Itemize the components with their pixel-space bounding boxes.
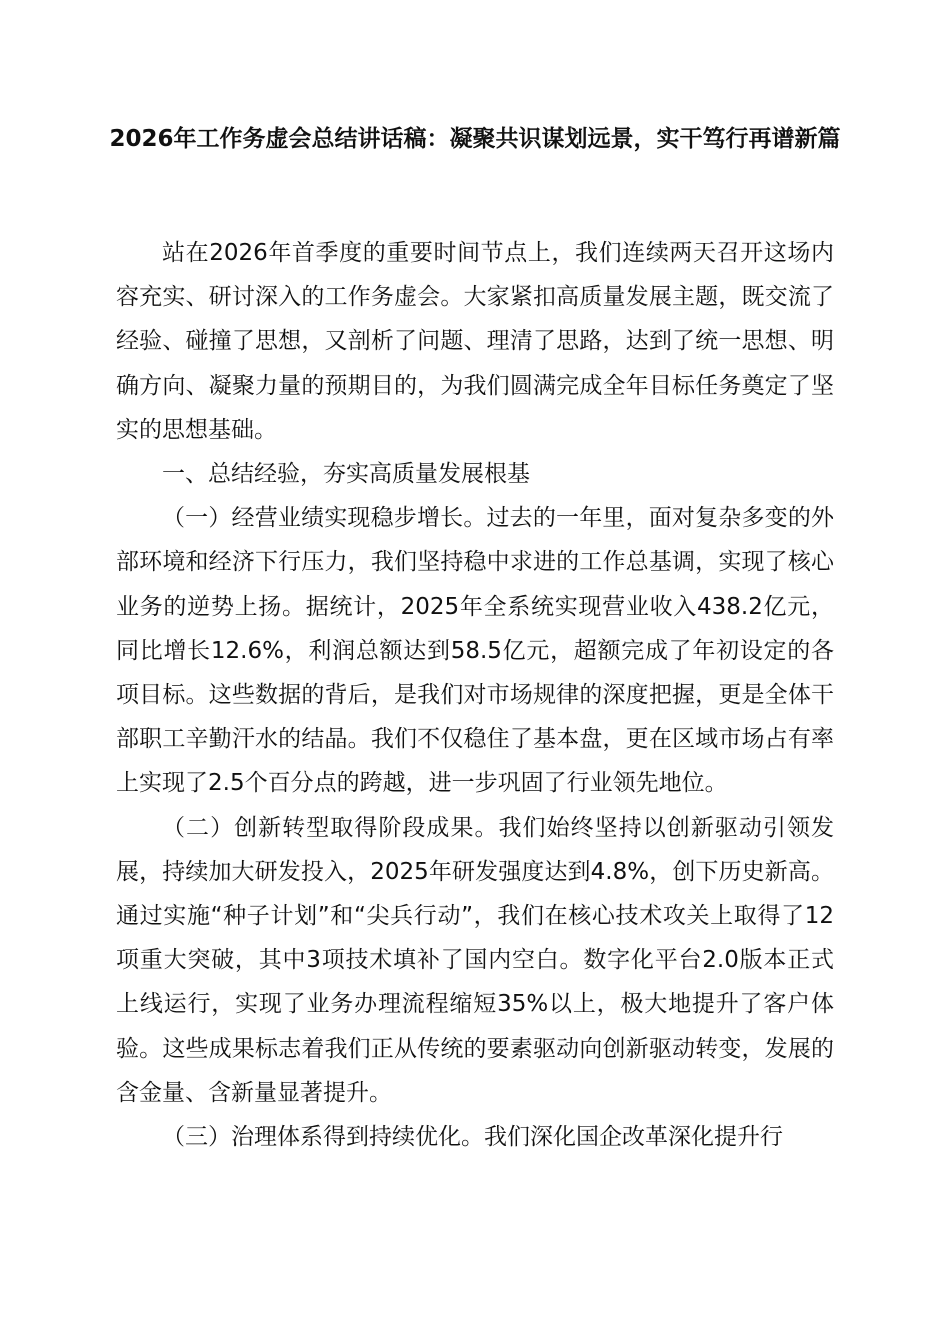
document-title: 2026年工作务虚会总结讲话稿：凝聚共识谋划远景，实干笃行再谱新篇: [109, 126, 841, 152]
document-body: [116, 231, 834, 1159]
paragraph-business-performance: （一）经营业绩实现稳步增长。过去的一年里，面对复杂多变的外部环境和经济下行压力，我们坚持稳中求进的工作总基调，实现了核心业务的逆势上扬。据统计，2025年全系统实现营业收入438.2亿元，同比增长12.6%，利润总额达到58.5亿元，超额完成了年初设定的各项目标。这些数据的背后，是我们对市场规律的深度把握，更是全体干部职工辛勤汗水的结晶。我们不仅稳住了基本盘，更在区域市场占有率上实现了2.5个百分点的跨越，进一步巩固了行业领先地位。: [116, 505, 834, 797]
section-heading-1: 一、总结经验，夯实高质量发展根基: [162, 461, 530, 488]
paragraph-governance: （三）治理体系得到持续优化。我们深化国企改革深化提升行: [162, 1124, 783, 1151]
paragraph-intro: 站在2026年首季度的重要时间节点上，我们连续两天召开这场内容充实、研讨深入的工作务虚会。大家紧扣高质量发展主题，既交流了经验、碰撞了思想，又剖析了问题、理清了思路，达到了统一思想、明确方向、凝聚力量的预期目的，为我们圆满完成全年目标任务奠定了坚实的思想基础。: [116, 240, 834, 443]
paragraph-innovation: （二）创新转型取得阶段成果。我们始终坚持以创新驱动引领发展，持续加大研发投入，2025年研发强度达到4.8%，创下历史新高。通过实施“种子计划”和“尖兵行动”，我们在核心技术攻关上取得了12项重大突破，其中3项技术填补了国内空白。数字化平台2.0版本正式上线运行，实现了业务办理流程缩短35%以上，极大地提升了客户体验。这些成果标志着我们正从传统的要素驱动向创新驱动转变，发展的含金量、含新量显著提升。: [116, 814, 834, 1106]
